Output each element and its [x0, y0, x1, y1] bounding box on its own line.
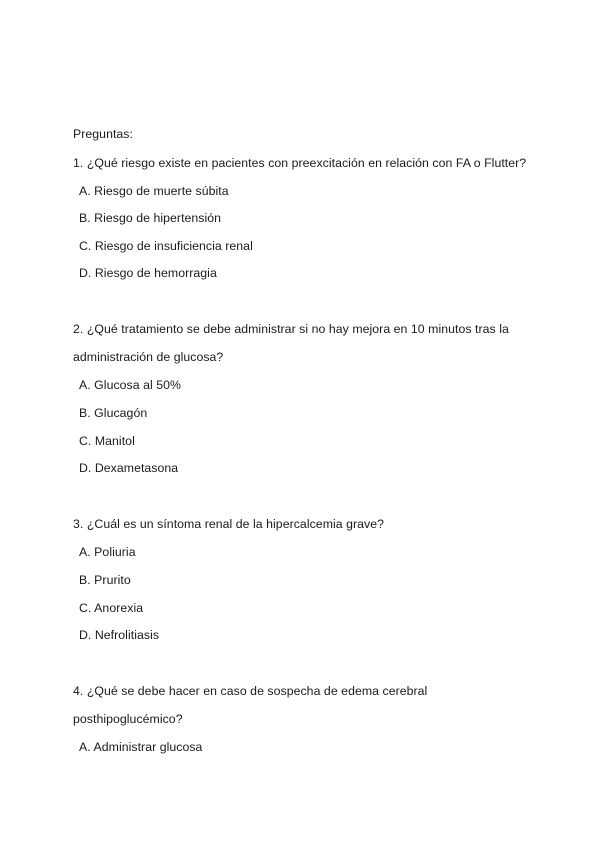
- question-3-option-c: C. Anorexia: [79, 601, 144, 615]
- question-2-option-c: C. Manitol: [79, 434, 135, 448]
- question-3-text: 3. ¿Cuál es un síntoma renal de la hipercalcemia grave?: [73, 517, 385, 531]
- question-4-text-line-1: 4. ¿Qué se debe hacer en caso de sospecha de edema cerebral: [73, 684, 428, 698]
- question-4-option-a: A. Administrar glucosa: [79, 740, 203, 754]
- question-2-text-line-2: administración de glucosa?: [73, 350, 224, 364]
- heading: Preguntas:: [73, 127, 133, 141]
- question-2-option-a: A. Glucosa al 50%: [79, 378, 182, 392]
- question-1-option-d: D. Riesgo de hemorragia: [79, 266, 217, 280]
- question-1-text: 1. ¿Qué riesgo existe en pacientes con preexcitación en relación con FA o Flutter?: [73, 156, 527, 170]
- question-1-option-a: A. Riesgo de muerte súbita: [79, 184, 229, 198]
- question-2-option-b: B. Glucagón: [79, 406, 148, 420]
- question-4-text-line-2: posthipoglucémico?: [73, 712, 183, 726]
- question-1-option-c: C. Riesgo de insuficiencia renal: [79, 239, 253, 253]
- question-3-option-a: A. Poliuria: [79, 545, 136, 559]
- question-3-option-b: B. Prurito: [79, 573, 131, 587]
- question-1-option-b: B. Riesgo de hipertensión: [79, 211, 222, 225]
- question-2-text-line-1: 2. ¿Qué tratamiento se debe administrar si no hay mejora en 10 minutos tras la: [73, 322, 509, 336]
- question-3-option-d: D. Nefrolitiasis: [79, 628, 160, 642]
- question-2-option-d: D. Dexametasona: [79, 461, 179, 475]
